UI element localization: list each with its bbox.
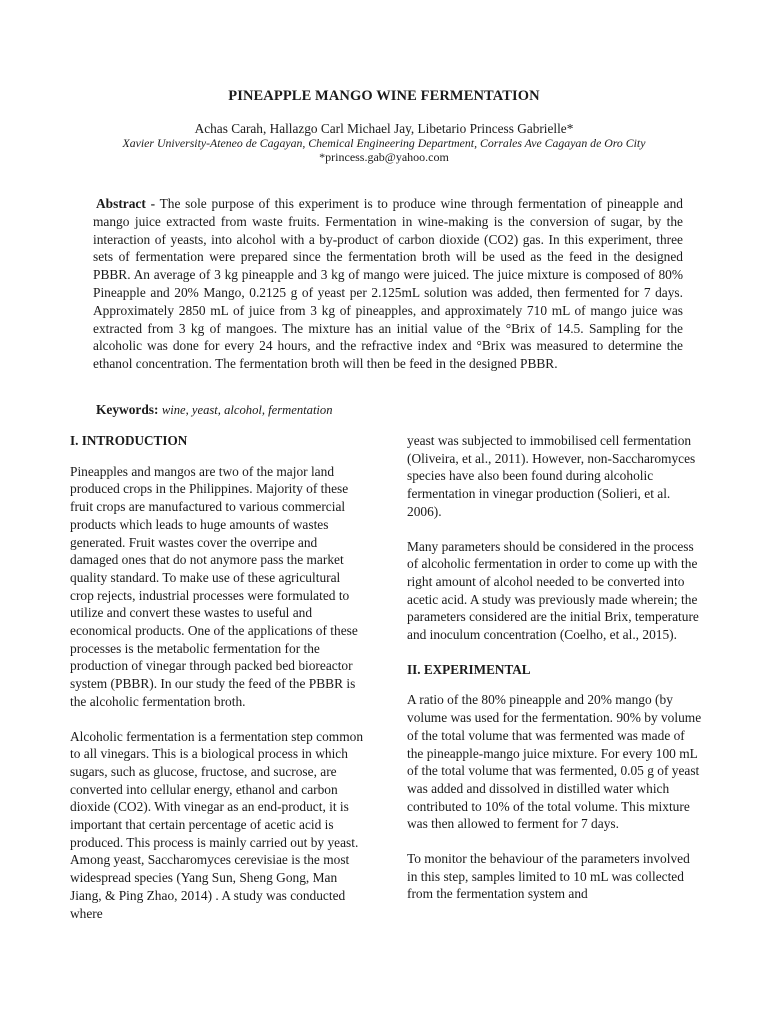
section-heading-experimental: II. EXPERIMENTAL — [407, 661, 531, 677]
experimental-paragraph-2: To monitor the behaviour of the parameters involved in this step, samples limited to 10 mL was collected from the fermentation system and — [407, 851, 690, 902]
abstract — [93, 195, 683, 373]
paper-title: PINEAPPLE MANGO WINE FERMENTATION — [228, 88, 540, 104]
intro-paragraph-3: yeast was subjected to immobilised cell fermentation (Oliveira, et al., 2011). However, non-Saccharomyces species have also been found during alcoholic fermentation in vinegar production (Solieri, et al. 2006). — [407, 433, 696, 519]
keywords-list: wine, yeast, alcohol, fermentation — [161, 403, 333, 417]
keywords — [96, 402, 333, 418]
intro-paragraph-2: Alcoholic fermentation is a fermentation step common to all vinegars. This is a biological process in which sugars, such as glucose, fructose, and sucrose, are converted into cellular energy, ethanol and carbon dioxide (CO2). With vinegar as an end-product, it is important that certain percentage of acetic acid is produced. This process is mainly carried out by yeast. Among yeast, Saccharomyces cerevisiae is the most widespread species (Yang Sun, Sheng Gong, Man Jiang, & Ping Zhao, 2014) . A study was conducted where — [70, 728, 364, 921]
experimental-paragraph-1: A ratio of the 80% pineapple and 20% mango (by volume was used for the fermentation. 90% by volume of the total volume that was fermented was made of the pineapple-mango juice mixture. For every 100 mL of the total volume that was fermented, 0.05 g of yeast was added and dissolved in distilled water which contributed to 10% of the total volume. This mixture was then allowed to ferment for 7 days. — [407, 692, 702, 832]
contact-email: *princess.gab@yahoo.com — [319, 150, 449, 164]
intro-paragraph-1: Pineapples and mangos are two of the major land produced crops in the Philippines. Majority of these fruit crops are manufactured to various commercial products which leads to huge amounts of wastes generated. Fruit wastes cover the overripe and damaged ones that do not anymore pass the market quality standard. To make use of these agricultural crop rejects, industrial processes were formulated to utilize and convert these wastes to useful and economical products. One of the applications of these processes is the metabolic fermentation for the production of vinegar through packed bed bioreactor system (PBBR). In our study the feed of the PBBR is the alcoholic fermentation broth. — [70, 463, 358, 709]
abstract-text: The sole purpose of this experiment is to produce wine through fermentation of pineapple and mango juice extracted from waste fruits. Fermentation in wine-making is the conversion of sugar, by the interaction of yeasts, into alcohol with a by-product of carbon dioxide (CO2) gas. In this experiment, three sets of fermentation were prepared since the fermentation broth will be used as the feed in the designed PBBR. An average of 3 kg pineapple and 3 kg of mango were juiced. The juice mixture is composed of 80% Pineapple and 20% Mango, 0.2125 g of yeast per 2.125mL solution was added, then fermented for 7 days. Approximately 2850 mL of juice from 3 kg of pineapples, and approximately 710 mL of mango juice was extracted from 3 kg of mangoes. The mixture has an initial value of the °Brix of 14.5. Sampling for the alcoholic was done for every 24 hours, and the refractive index and °Brix was measured to determine the ethanol concentration. The fermentation broth will then be feed in the designed PBBR. — [93, 196, 683, 372]
author-list: Achas Carah, Hallazgo Carl Michael Jay, Libetario Princess Gabrielle* — [194, 121, 574, 136]
author-affiliation: Xavier University-Ateneo de Cagayan, Chemical Engineering Department, Corrales Ave Cagayan de Oro City — [122, 136, 646, 150]
right-column — [407, 432, 703, 920]
keywords-label: Keywords: — [96, 402, 159, 417]
intro-paragraph-4: Many parameters should be considered in the process of alcoholic fermentation in order to come up with the right amount of alcohol needed to be converted into acetic acid. A study was previously made wherein; the parameters considered are the initial Brix, temperature and inoculum concentration (Coelho, et al., 2015). — [407, 538, 699, 643]
abstract-label: Abstract - — [96, 196, 156, 211]
left-column — [70, 432, 366, 939]
section-heading-introduction: I. INTRODUCTION — [70, 433, 188, 448]
